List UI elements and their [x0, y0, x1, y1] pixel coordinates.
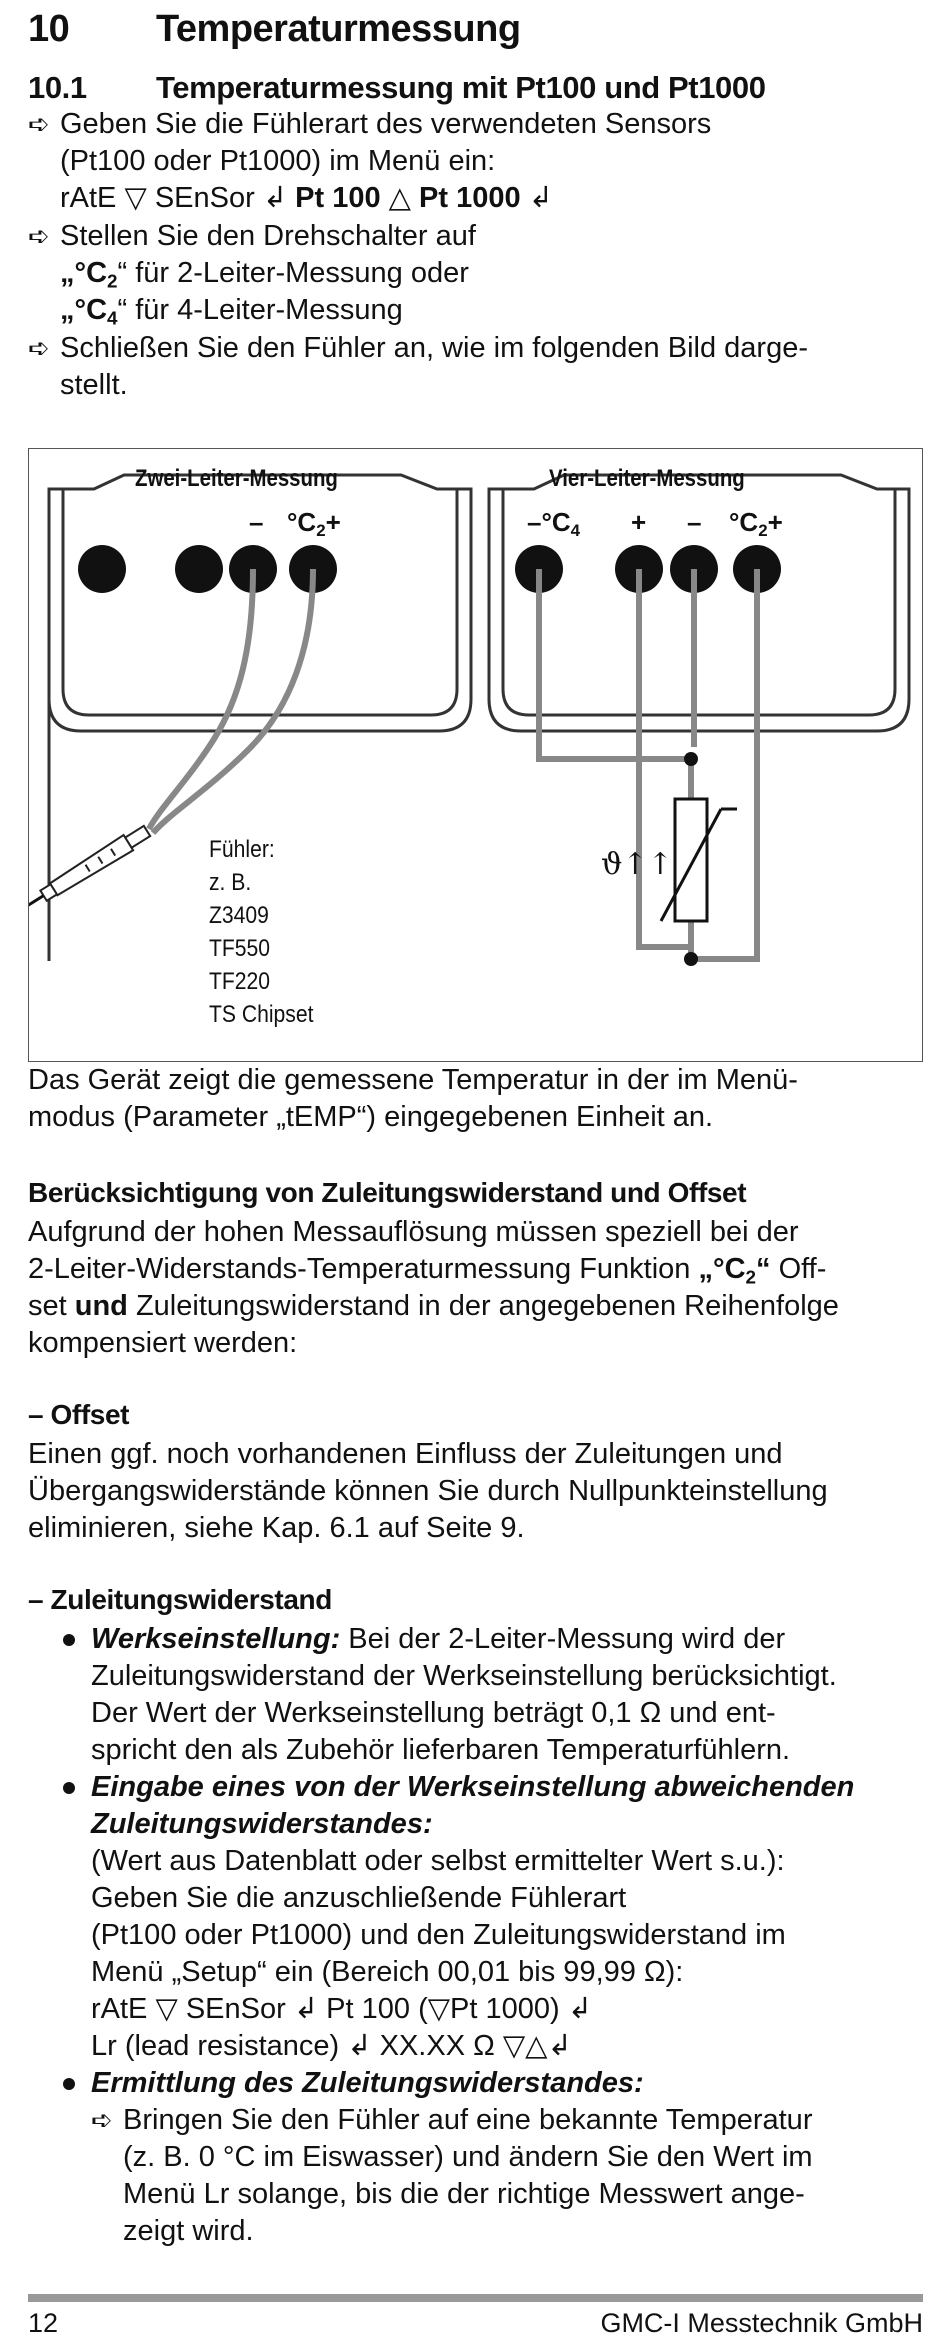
- diagram-svg: [29, 449, 924, 1063]
- footer-rule: [28, 2294, 923, 2302]
- lead-b2-line1: (Wert aus Datenblatt oder selbst ermittelter Wert s.u.):: [91, 1845, 785, 1877]
- sensor-item: TS Chipset: [209, 1001, 314, 1028]
- c-label: °C: [287, 507, 317, 537]
- offset-line2: Übergangswiderstände können Sie durch Nullpunkteinstellung: [28, 1475, 828, 1507]
- socket-2: [175, 545, 223, 593]
- text: Off-: [770, 1253, 827, 1285]
- lead-b2-line2: Geben Sie die anzuschließende Fühlerart: [91, 1882, 627, 1914]
- lead-b1-line3: Der Wert der Werkseinstellung beträgt 0,1 Ω und ent-: [91, 1697, 776, 1729]
- offset-section-heading: Berücksichtigung von Zuleitungswiderstand und Offset: [28, 1177, 747, 1208]
- menu-part: rAtE ▽ SEnSor ↲: [60, 182, 296, 214]
- step-arrow-icon: ➪: [28, 221, 50, 251]
- bullet-icon: [63, 1782, 75, 1794]
- section-heading: [28, 70, 766, 106]
- c2-subscript: 2: [745, 1266, 757, 1288]
- left-c2-label: [287, 507, 341, 541]
- offset-heading: – Offset: [28, 1399, 130, 1430]
- node-bottom: [684, 952, 698, 966]
- menu-part-bold: Pt 100: [295, 182, 381, 214]
- offset-line1: Einen ggf. noch vorhandenen Einfluss der Zuleitungen und: [28, 1438, 783, 1470]
- c2-symbol: „°C: [698, 1253, 746, 1285]
- lead-b3-label: Ermittlung des Zuleitungswiderstandes:: [91, 2067, 644, 2099]
- step3-line2: stellt.: [60, 369, 128, 401]
- lead-b3-line2: (z. B. 0 °C im Eiswasser) und ändern Sie den Wert im: [123, 2141, 813, 2173]
- c4-symbol: „°C: [60, 294, 108, 326]
- sensor-label: Fühler:: [209, 836, 275, 863]
- lead-heading: – Zuleitungswiderstand: [28, 1584, 332, 1615]
- company-name: GMC-I Messtechnik GmbH: [600, 2308, 923, 2338]
- section-title: Temperaturmessung mit Pt100 und Pt1000: [156, 70, 766, 105]
- lead-b3-line4: zeigt wird.: [123, 2215, 254, 2247]
- c4-subscript: 4: [107, 307, 118, 329]
- right-c2-label: [729, 507, 783, 541]
- lead-b3-line3: Menü Lr solange, bis die der richtige Messwert ange-: [123, 2178, 805, 2210]
- plus-label: +: [767, 507, 783, 537]
- menu-part: △: [380, 182, 420, 214]
- socket-1: [78, 545, 126, 593]
- right-diagram-title: Vier-Leiter-Messung: [549, 465, 745, 492]
- menu-part: ↲: [520, 182, 553, 214]
- section-number: 10.1: [28, 70, 87, 105]
- c-label: °C: [729, 507, 759, 537]
- sensor-item: Z3409: [209, 902, 269, 929]
- page-number: 12: [28, 2308, 59, 2338]
- c4-sub: 4: [570, 521, 581, 541]
- step2-text: “ für 2-Leiter-Messung oder: [117, 257, 469, 289]
- lead-b1-line4: spricht den als Zubehör lieferbaren Temperaturfühlern.: [91, 1734, 791, 1766]
- step1-menu: [60, 180, 553, 217]
- connection-diagram: [28, 448, 923, 1062]
- lead-b3-line1: Bringen Sie den Fühler auf eine bekannte Temperatur: [123, 2104, 813, 2136]
- right-c4-label: [527, 507, 580, 541]
- left-minus-label: –: [249, 507, 264, 537]
- bullet-icon: [63, 2078, 75, 2090]
- c2-symbol: „°C: [60, 257, 108, 289]
- lead-b2-label2: Zuleitungswiderstandes:: [91, 1808, 433, 1840]
- lead-b2-line5: rAtE ▽ SEnSor ↲ Pt 100 (▽Pt 1000) ↲: [91, 1993, 593, 2025]
- pt-resistor: [675, 799, 707, 921]
- c-sub: 2: [758, 521, 768, 541]
- lead-b2-line6: Lr (lead resistance) ↲ XX.XX Ω ▽△↲: [91, 2030, 572, 2062]
- step2-line1: Stellen Sie den Drehschalter auf: [60, 220, 476, 252]
- chapter-title: Temperaturmessung: [156, 8, 521, 50]
- c2-subscript: 2: [107, 270, 118, 292]
- offset-line3: eliminieren, siehe Kap. 6.1 auf Seite 9.: [28, 1512, 525, 1544]
- right-plus-label: +: [631, 507, 647, 537]
- c4-label: –°C: [527, 507, 571, 537]
- theta-symbol: ϑ↑↑: [601, 847, 673, 882]
- bullet-label: Werkseinstellung:: [91, 1623, 341, 1655]
- para1-line1: Das Gerät zeigt die gemessene Temperatur in der im Menü-: [28, 1064, 798, 1096]
- chapter-number: 10: [28, 8, 70, 50]
- node-top: [684, 752, 698, 766]
- step-arrow-icon: ➪: [28, 109, 50, 139]
- lead-b2-label1: Eingabe eines von der Werkseinstellung abweichenden: [91, 1771, 855, 1803]
- step1-line2: (Pt100 oder Pt1000) im Menü ein:: [60, 145, 496, 177]
- temperature-probe: [29, 823, 152, 952]
- left-diagram-title: Zwei-Leiter-Messung: [135, 465, 338, 492]
- step1-line1: Geben Sie die Fühlerart des verwendeten Sensors: [60, 108, 712, 140]
- step-arrow-icon: ➪: [91, 2105, 113, 2135]
- sensor-item: TF220: [209, 968, 271, 995]
- para1-line2: modus (Parameter „tEMP“) eingegebenen Einheit an.: [28, 1101, 714, 1133]
- bold-text: und: [74, 1290, 128, 1322]
- text: set: [28, 1290, 75, 1322]
- right-minus-label: –: [687, 507, 702, 537]
- section2-line1: Aufgrund der hohen Messauflösung müssen speziell bei der: [28, 1216, 799, 1248]
- text: Bei der 2-Leiter-Messung wird der: [340, 1623, 786, 1655]
- lead-b2-line3: (Pt100 oder Pt1000) und den Zuleitungswiderstand im: [91, 1919, 786, 1951]
- section2-line3: [28, 1288, 839, 1325]
- c-sub: 2: [316, 521, 326, 541]
- bullet-icon: [63, 1634, 75, 1646]
- quote: “: [756, 1253, 771, 1285]
- menu-part-bold: Pt 1000: [419, 182, 521, 214]
- lead-b1-line2: Zuleitungswiderstand der Werkseinstellung berücksichtigt.: [91, 1660, 837, 1692]
- sensor-legend: [209, 833, 313, 1031]
- plus-label: +: [325, 507, 341, 537]
- text: Zuleitungswiderstand in der angegebenen Reihenfolge: [127, 1290, 839, 1322]
- step-arrow-icon: ➪: [28, 333, 50, 363]
- step3-line1: Schließen Sie den Fühler an, wie im folgenden Bild darge-: [60, 332, 808, 364]
- section2-line4: kompensiert werden:: [28, 1327, 298, 1359]
- text: 2-Leiter-Widerstands-Temperaturmessung Funktion: [28, 1253, 699, 1285]
- lead-b1-line1: [91, 1621, 785, 1658]
- step2-text: “ für 4-Leiter-Messung: [117, 294, 403, 326]
- chapter-heading: [28, 8, 521, 51]
- sensor-item: z. B.: [209, 869, 252, 896]
- lead-b2-line4: Menü „Setup“ ein (Bereich 00,01 bis 99,99 Ω):: [91, 1956, 684, 1988]
- sensor-item: TF550: [209, 935, 271, 962]
